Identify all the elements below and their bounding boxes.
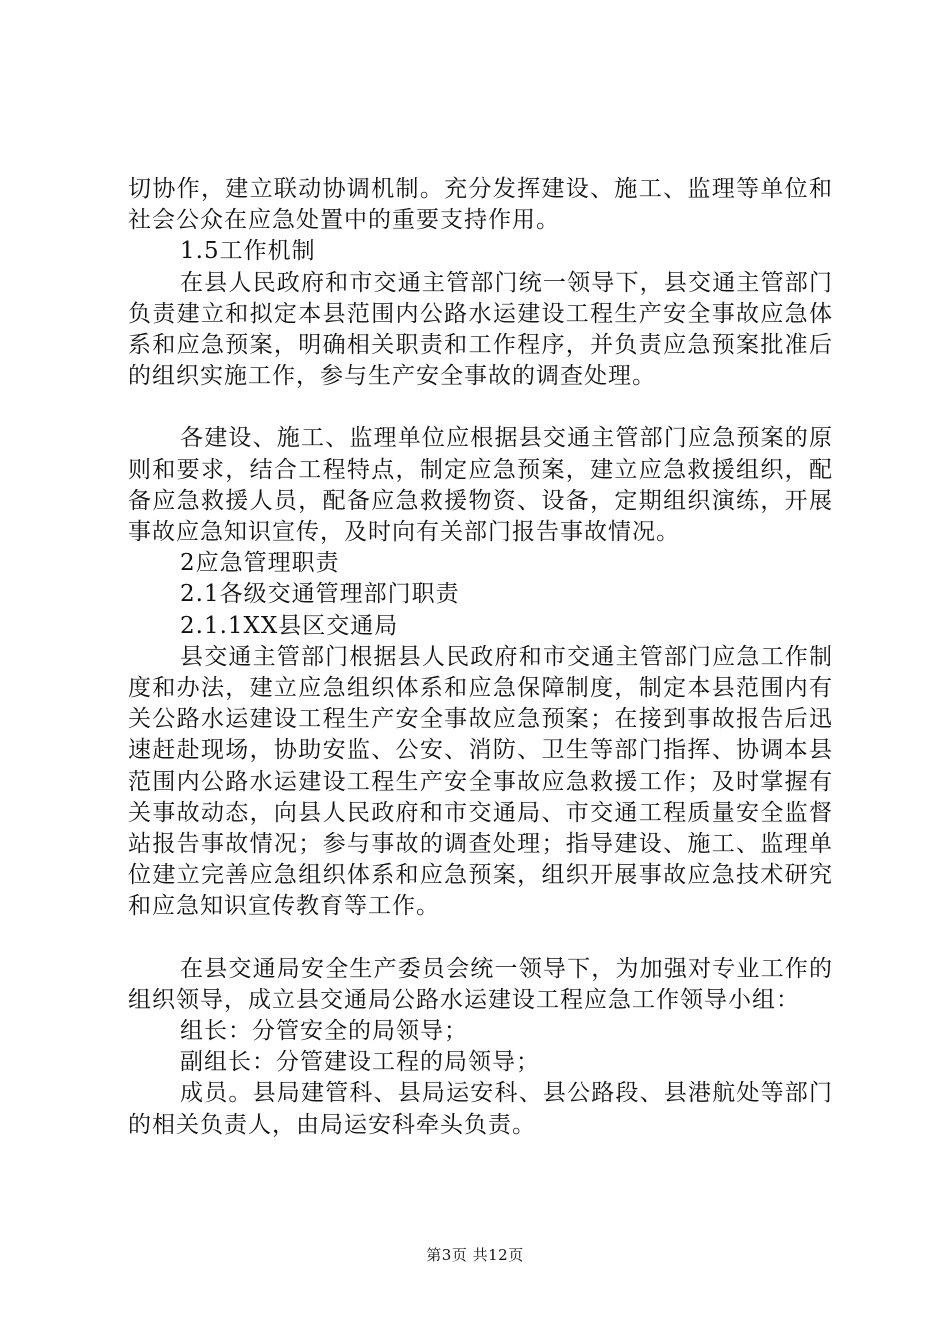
paragraph-gap [128, 392, 833, 423]
heading-2-1-1-county-bureau: 2.1.1XX县区交通局 [180, 612, 399, 639]
paragraph-county-department-duties: 县交通主管部门根据县人民政府和市交通主管部门应急工作制度和办法，建立应急组织体系和应急保障制度，制定本县范围内有关公路水运建设工程生产安全事故应急预案；在接到事故报告后迅速赶赴现场，协助安监、公安、消防、卫生等部门指挥、协调本县范围内公路水运建设工程生产安全事故应急救援工作；及时掌握有关事故动态，向县人民政府和市交通局、市交通工程质量安全监督站报告事故情况；参与事故的调查处理；指导建设、施工、监理单位建立完善应急组织体系和应急预案，组织开展事故应急技术研究和应急知识宣传教育等工作。 [128, 643, 833, 920]
paragraph-leading-group: 在县交通局安全生产委员会统一领导下，为加强对专业工作的组织领导，成立县交通局公路水运建设工程应急工作领导小组： [128, 955, 833, 1013]
paragraph-county-leadership: 在县人民政府和市交通主管部门统一领导下，县交通主管部门负责建立和拟定本县范围内公路水运建设工程生产安全事故应急体系和应急预案，明确相关职责和工作程序，并负责应急预案批准后的组织实施工作，参与生产安全事故的调查处理。 [128, 269, 833, 390]
paragraph-gap [128, 923, 833, 954]
members-line: 成员。县局建管科、县局运安科、县公路段、县港航处等部门的相关负责人，由局运安科牵头负责。 [128, 1080, 833, 1138]
heading-2-emergency-duties: 2应急管理职责 [180, 550, 340, 577]
deputy-leader-line: 副组长：分管建设工程的局领导； [180, 1049, 540, 1076]
document-body [128, 174, 833, 1141]
paragraph-continuation: 切协作，建立联动协调机制。充分发挥建设、施工、监理等单位和社会公众在应急处置中的重要支持作用。 [128, 176, 833, 234]
page-footer: 第3页 共12页 [426, 1246, 524, 1264]
heading-1-5-work-mechanism: 1.5工作机制 [180, 238, 316, 265]
group-leader-line: 组长：分管安全的局领导； [180, 1018, 468, 1045]
paragraph-units-responsibilities: 各建设、施工、监理单位应根据县交通主管部门应急预案的原则和要求，结合工程特点，制定应急预案，建立应急救援组织，配备应急救援人员，配备应急救援物资、设备，定期组织演练，开展事故应急知识宣传，及时向有关部门报告事故情况。 [128, 425, 833, 546]
heading-2-1-department-duties: 2.1各级交通管理部门职责 [180, 581, 460, 608]
